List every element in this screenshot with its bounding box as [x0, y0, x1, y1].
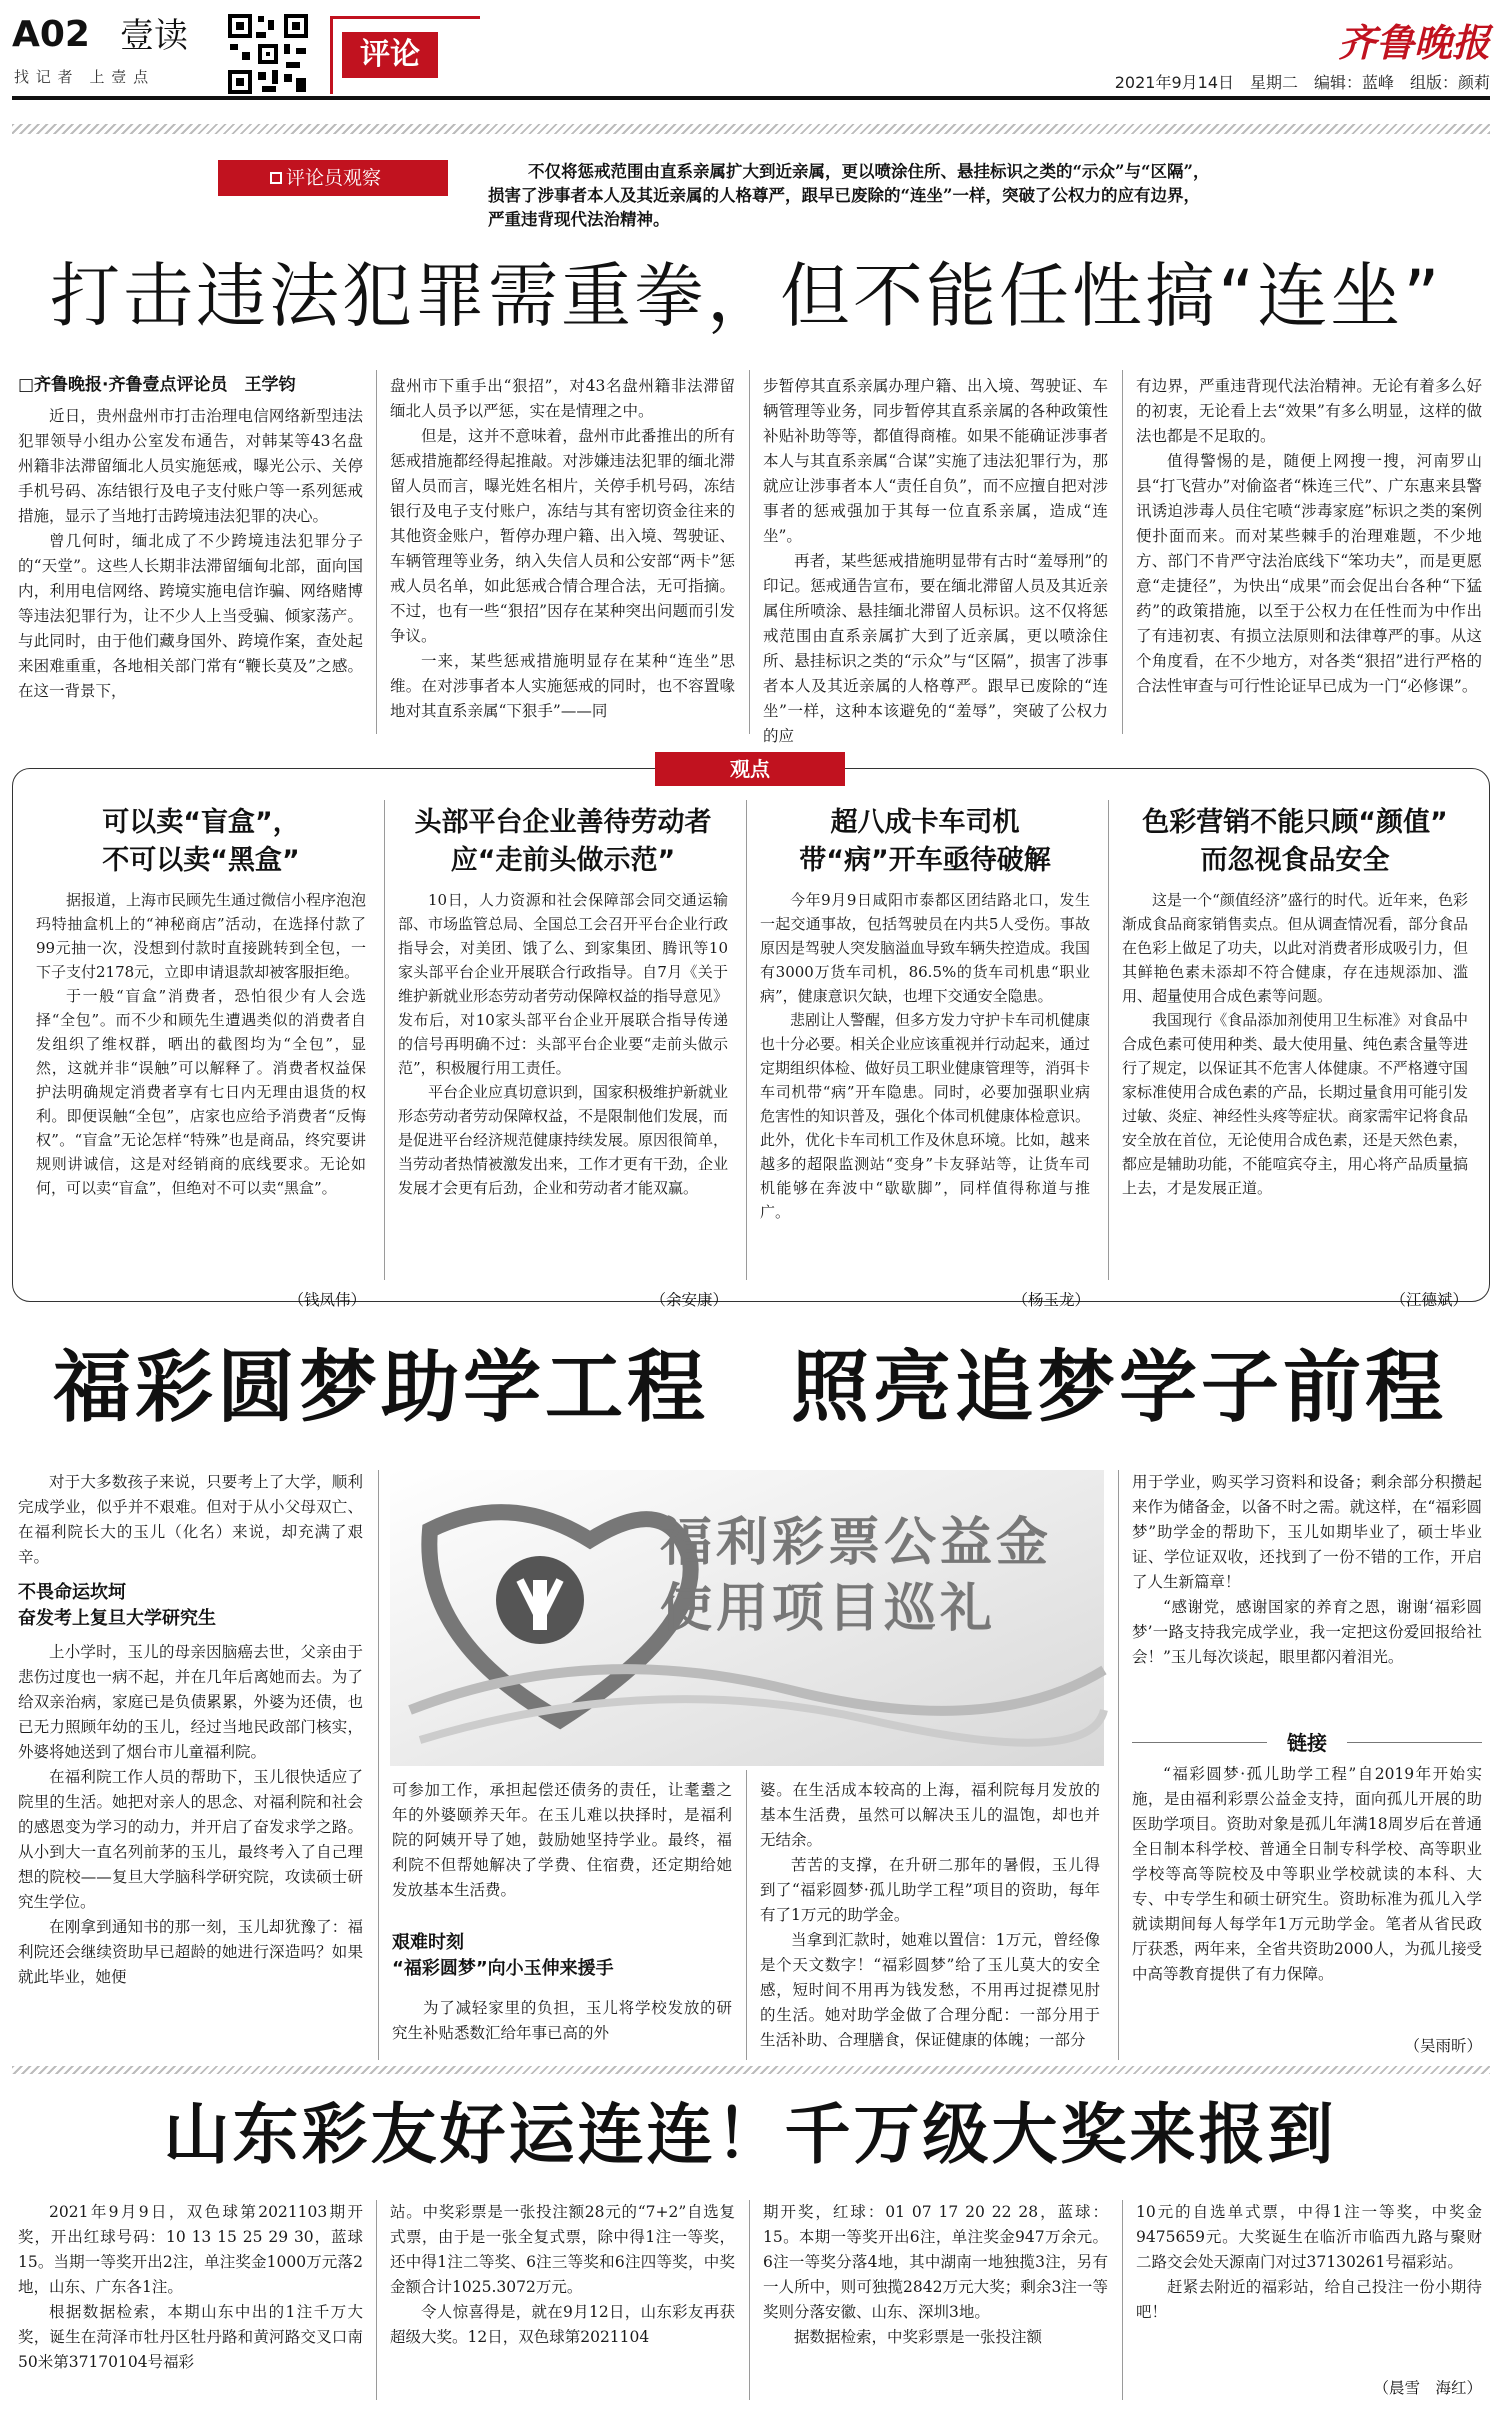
viewpoint-4 — [1122, 804, 1468, 1310]
win-col-2 — [390, 2200, 735, 2400]
paragraph: 再者，某些惩戒措施明显带有古时“羞辱刑”的印记。惩戒通告宣布，要在缅北滞留人员及其近亲属住所喷涂、悬挂缅北滞留人员标识。这不仅将惩戒范围由直系亲属扩大到了近亲属，更以喷涂住所、悬挂标识之类的“示众”与“区隔”，损害了涉事者本人及其近亲属的人格尊严。跟早已废除的“连坐”一样，这种本该避免的“羞辱”，突破了公权力的应 — [763, 552, 1108, 745]
paragraph: 曾几何时，缅北成了不少跨境违法犯罪分子的“天堂”。这些人长期非法滞留缅甸北部，面向国内，利用电信网络、跨境实施电信诈骗、网络赌博等违法犯罪行为，让不少人上当受骗、倾家荡产。与此同时，由于他们藏身国外、跨境作案，查处起来困难重重，各地相关部门常有“鞭长莫及”之感。在这一背景下， — [18, 532, 363, 700]
feature-signature: （吴雨昕） — [1404, 2037, 1482, 2055]
paragraph: 对于大多数孩子来说，只要考上了大学，顺利完成学业，似乎并不艰难。但对于从小父母双亡、在福利院长大的玉儿（化名）来说，却充满了艰辛。 — [18, 1473, 363, 1566]
header-rule — [12, 96, 1490, 100]
viewpoint-signature: （余安康） — [650, 1291, 728, 1309]
paragraph: 我国现行《食品添加剂使用卫生标准》对食品中合成色素可使用种类、最大使用量、纯色素含量等进行了规定，以保证其不危害人体健康。不严格遵守国家标准使用合成色素的产品，长期过量食用可能引发过敏、炎症、神经性头疼等症状。商家需牢记将食品安全放在首位，无论使用合成色素，还是天然色素，都应是辅助功能，不能喧宾夺主，用心将产品质量搞上去，才是发展正道。 — [1122, 1011, 1468, 1197]
column-rule — [746, 800, 747, 1280]
paragraph: 于一般“盲盒”消费者，恐怕很少有人会选择“全包”。而不少和顾先生遭遇类似的消费者自发组织了维权群，晒出的截图均为“全包”，显然，这就并非“误触”可以解释了。消费者权益保护法明确规定消费者享有七日内无理由退货的权利。即便误触“全包”，店家也应给予消费者“反悔权”。“盲盒”无论怎样“特殊”也是商品，终究要讲规则讲诚信，这是对经销商的底线要求。无论如何，可以卖“盲盒”，但绝对不可以卖“黑盒”。 — [36, 987, 366, 1197]
paragraph: 在刚拿到通知书的那一刻，玉儿却犹豫了：福利院还会继续资助早已超龄的她进行深造吗？如果就此毕业，她便 — [18, 1918, 363, 1986]
columnist-tag — [218, 160, 448, 196]
banner-caption-line: 使用项目巡礼 — [660, 1579, 997, 1639]
feature-headline: 福彩圆梦助学工程 照亮追梦学子前程 — [52, 1343, 1447, 1433]
column-rule — [749, 370, 750, 734]
viewpoint-title — [36, 804, 366, 880]
paragraph: 值得警惕的是，随便上网搜一搜，河南罗山县“打飞营办”对偷盗者“株连三代”、广东惠来县警讯诱迫涉毒人员住宅喷“涉毒家庭”标识之类的案例便扑面而来。而对某些棘手的治理难题，不少地方、部门不肯严守法治底线下“笨功夫”，而是更愿意“走捷径”，为快出“成果”而会促出台各种“下猛药”的政策措施，以至于公权力在任性而为中作出了有违初衷、有损立法原则和法律尊严的事。从这个角度看，在不少地方，对各类“狠招”进行严格的合法性审查与可行性论证早已成为一门“必修课”。 — [1136, 452, 1482, 695]
hatched-divider — [12, 2066, 1490, 2074]
subhead-line: “福彩圆梦”向小玉伸来援手 — [392, 1958, 614, 1979]
paragraph: “感谢党，感谢国家的养育之恩，谢谢‘福彩圆梦’一路支持我完成学业，我一定把这份爱回报给社会！”玉儿每次谈起，眼里都闪着泪光。 — [1132, 1598, 1482, 1666]
feature-col-2-body — [392, 1996, 732, 2056]
viewpoint-1 — [36, 804, 366, 1310]
column-rule — [376, 2200, 377, 2400]
win-signature: （晨雪 海红） — [1373, 2379, 1482, 2397]
section-name: 壹读 — [120, 16, 188, 56]
banner-caption-line: 福利彩票公益金 — [660, 1513, 1053, 1573]
column-rule — [1118, 1470, 1119, 2060]
subhead-line: 艰难时刻 — [392, 1932, 464, 1953]
paragraph: 苦苦的支撑，在升研二那年的暑假，玉儿得到了“福彩圆梦·孤儿助学工程”项目的资助，每年有了1万元的助学金。 — [760, 1856, 1100, 1924]
commentary-col-2 — [390, 374, 735, 734]
paragraph: 悲剧让人警醒，但多方发力守护卡车司机健康也十分必要。相关企业应该重视并行动起来，通过定期组织体检、做好员工职业健康管理等，消弭卡车司机带“病”开车隐患。同时，必要加强职业病危害性的知识普及，强化个体司机健康体检意识。此外，优化卡车司机工作及休息环境。比如，越来越多的超限监测站“变身”卡友驿站等，让货车司机能够在奔波中“歇歇脚”，同样值得称道与推广。 — [760, 1011, 1091, 1221]
viewpoint-3 — [760, 804, 1090, 1310]
column-rule — [1122, 2200, 1123, 2400]
paragraph: 10日，人力资源和社会保障部会同交通运输部、市场监管总局、全国总工会召开平台企业行政指导会，对美团、饿了么、到家集团、腾讯等10家头部平台企业开展联合行政指导。自7月《关于维护新就业形态劳动者劳动保障权益的指导意见》发布后，对10家头部平台企业开展联合指导传递的信号再明确不过：头部平台企业要“走前头做示范”，积极履行用工责任。 — [398, 891, 729, 1077]
commentary-byline: □齐鲁晚报·齐鲁壹点评论员 王学钧 — [18, 375, 296, 395]
lead-line: 不仅将惩戒范围由直系亲属扩大到近亲属，更以喷涂住所、悬挂标识之类的“示众”与“区隔”， — [528, 162, 1210, 181]
paragraph: 当拿到汇款时，她难以置信：1万元，曾经像是个天文数字！“福彩圆梦”给了玉儿莫大的安全感，短时间不用再为钱发愁，不用再过捉襟见肘的生活。她对助学金做了合理分配：一部分用于生活补助、合理膳食，保证健康的体魄；一部分 — [760, 1931, 1100, 2049]
viewpoint-2 — [398, 804, 728, 1310]
hatched-divider — [12, 124, 1490, 134]
viewpoint-title — [398, 804, 728, 880]
date-line: 2021年9月14日 星期二 编辑：蓝峰 组版：颜莉 — [1114, 73, 1490, 92]
viewpoints-banner: 观点 — [655, 752, 845, 786]
subhead-line: 奋发考上复旦大学研究生 — [18, 1608, 216, 1629]
column-rule — [749, 2200, 750, 2400]
paragraph: 期开奖，红球：01 07 17 20 22 28，蓝球：15。本期一等奖开出6注，单注奖金947万余元。6注一等奖分落4地，其中湖南一地独揽3注，另有一人所中，则可独揽2842万元大奖；剩余3注一等奖则分落安徽、山东、深圳3地。 — [763, 2203, 1108, 2321]
commentary-col-3 — [763, 374, 1108, 745]
title-line: 带“病”开车亟待破解 — [799, 845, 1051, 876]
paragraph: 步暂停其直系亲属办理户籍、出入境、驾驶证、车辆管理等业务，同步暂停其直系亲属的各种政策性补贴补助等等，都值得商榷。如果不能确证涉事者本人与其直系亲属“合谋”实施了违法犯罪行为，那就应让涉事者本人“责任自负”，而不应擅自把对涉事者的惩戒强加于其每一位直系亲属，造成“连坐”。 — [763, 377, 1108, 545]
paragraph: 在福利院工作人员的帮助下，玉儿很快适应了院里的生活。她把对亲人的思念、对福利院和社会的感恩变为学习的动力，并开启了奋发求学之路。从小到大一直名列前茅的玉儿，最终考入了自己理想的院校——复旦大学脑科学研究院，攻读硕士研究生学位。 — [18, 1768, 363, 1911]
title-line: 头部平台企业善待劳动者 — [414, 807, 712, 838]
viewpoint-signature: （杨玉龙） — [1012, 1291, 1090, 1309]
paragraph: 盘州市下重手出“狠招”，对43名盘州籍非法滞留缅北人员予以严惩，实在是情理之中。 — [390, 377, 735, 420]
lead-line: 损害了涉事者本人及其近亲属的人格尊严，跟早已废除的“连坐”一样，突破了公权力的应有边界， — [488, 186, 1200, 205]
paragraph: 为了减轻家里的负担，玉儿将学校发放的研究生补贴悉数汇给年事已高的外 — [392, 1999, 732, 2042]
banner-caption — [660, 1510, 1052, 1642]
commentary-lead — [488, 160, 1408, 232]
lead-line: 严重违背现代法治精神。 — [488, 210, 670, 229]
paragraph: 2021年9月9日，双色球第2021103期开奖，开出红球号码：10 13 15 25 29 30，蓝球15。当期一等奖开出2注，单注奖金1000万元落2地，山东、广东各1注。 — [18, 2203, 363, 2296]
paragraph: 10元的自选单式票，中得1注一等奖，中奖金9475659元。大奖诞生在临沂市临西九路与聚财二路交会处天源南门对过37130261号福彩站。 — [1136, 2203, 1482, 2271]
paragraph: 近日，贵州盘州市打击治理电信网络新型违法犯罪领导小组办公室发布通告，对韩某等43名盘州籍非法滞留缅北人员实施惩戒，曝光公示、关停手机号码、冻结银行及电子支付账户等一系列惩戒措施，显示了当地打击跨境违法犯罪的决心。 — [18, 407, 363, 525]
viewpoint-title — [760, 804, 1090, 880]
commentary-col-4 — [1136, 374, 1482, 734]
paragraph: 据数据检索，中奖彩票是一张投注额 — [794, 2328, 1043, 2346]
title-line: 应“走前头做示范” — [450, 845, 676, 876]
masthead-logo: 齐鲁晚报 — [1337, 20, 1490, 65]
paragraph: “福彩圆梦·孤儿助学工程”自2019年开始实施，是由福利彩票公益金支持，面向孤儿开展的助医助学项目。资助对象是孤儿年满18周岁后在普通全日制本科学校、普通全日制专科学校、高等职业学校等高等院校及中等职业学校就读的本科、大专、中专学生和硕士研究生。资助标准为孤儿入学就读期间每人每学年1万元助学金。笔者从省民政厅获悉，两年来，全省共资助2000人，为孤儿接受中高等教育提供了有力保障。 — [1132, 1765, 1482, 1983]
paragraph: 用于学业，购买学习资料和设备；剩余部分积攒起来作为储备金，以备不时之需。就这样，在“福彩圆梦”助学金的帮助下，玉儿如期毕业了，硕士毕业证、学位证双收，还找到了一份不错的工作，开启了人生新篇章！ — [1132, 1473, 1482, 1591]
qr-code-icon[interactable] — [226, 12, 310, 96]
feature-subhead-1 — [18, 1580, 363, 1632]
paragraph: 这是一个“颜值经济”盛行的时代。近年来，色彩渐成食品商家销售卖点。但从调查情况看，部分食品在色彩上做足了功夫，以此对消费者形成吸引力，但其鲜艳色素未添却不符合健康，存在违规添加、滥用、超量使用合成色素等问题。 — [1122, 891, 1468, 1005]
section-tag: 评论 — [342, 32, 438, 78]
paragraph: 平台企业应真切意识到，国家积极维护新就业形态劳动者劳动保障权益，不是限制他们发展，而是促进平台经济规范健康持续发展。原因很简单，当劳动者热情被激发出来，工作才更有干劲，企业发展才会更有后劲，企业和劳动者才能双赢。 — [398, 1083, 729, 1197]
feature-col-2 — [392, 1778, 732, 1928]
link-label: 链接 — [1267, 1728, 1347, 1758]
page-number: A02 — [12, 14, 90, 55]
paragraph: 赶紧去附近的福彩站，给自己投注一份小期待吧！ — [1136, 2278, 1482, 2321]
section-slogan: 找 记 者 上 壹 点 — [14, 68, 150, 86]
paragraph: 一来，某些惩戒措施明显存在某种“连坐”思维。在对涉事者本人实施惩戒的同时，也不容置喙地对其直系亲属“下狠手”——同 — [390, 652, 735, 720]
feature-col-1 — [18, 1640, 363, 2060]
paragraph: 但是，这并不意味着，盘州市此番推出的所有惩戒措施都经得起推敲。对涉嫌违法犯罪的缅北滞留人员而言，曝光姓名相片，关停手机号码，冻结银行及电子支付账户，冻结与其有密切资金往来的其他资金账户，暂停办理户籍、出入境、驾驶证、车辆管理等业务，纳入失信人员和公安部“两卡”惩戒人员名单，如此惩戒合情合理合法，无可指摘。不过，也有一些“狠招”因存在某种突出问题而引发争议。 — [390, 427, 735, 645]
commentary-col-1 — [18, 404, 363, 734]
link-text — [1132, 1762, 1482, 2032]
paragraph: 上小学时，玉儿的母亲因脑癌去世，父亲由于悲伤过度也一病不起，并在几年后离她而去。为了给双亲治病，家庭已是负债累累，外婆为还债，也已无力照顾年幼的玉儿，经过当地民政部门核实，外婆将她送到了烟台市儿童福利院。 — [18, 1643, 363, 1761]
paragraph: 站。中奖彩票是一张投注额28元的“7+2”自选复式票，由于是一张全复式票，除中得1注一等奖，还中得1注二等奖、6注三等奖和6注四等奖，中奖金额合计1025.3072万元。 — [390, 2203, 735, 2296]
paragraph: 根据数据检索，本期山东中出的1注千万大奖，诞生在菏泽市牡丹区牡丹路和黄河路交叉口南50米第37170104号福彩 — [18, 2303, 363, 2371]
viewpoint-text — [760, 888, 1090, 1288]
paragraph: 可参加工作，承担起偿还债务的责任，让耄耋之年的外婆颐养天年。在玉儿难以抉择时，是福利院的阿姨开导了她，鼓励她坚持学业。最终，福利院不但帮她解决了学费、住宿费，还定期给她发放基本生活费。 — [392, 1781, 732, 1899]
column-rule — [1122, 370, 1123, 734]
columnist-tag-icon — [270, 172, 282, 184]
column-rule — [746, 1770, 747, 2060]
paragraph: 有边界，严重违背现代法治精神。无论有着多么好的初衷，无论看上去“效果”有多么明显，这样的做法也都是不足取的。 — [1136, 377, 1482, 445]
viewpoint-signature: （钱凤伟） — [288, 1291, 366, 1309]
title-line: 可以卖“盲盒”， — [102, 807, 300, 838]
title-line: 超八成卡车司机 — [830, 807, 1020, 838]
win-col-4 — [1136, 2200, 1482, 2372]
column-rule — [376, 370, 377, 734]
viewpoint-title — [1122, 804, 1468, 880]
columnist-tag-label: 评论员观察 — [286, 167, 382, 189]
column-rule — [378, 1470, 379, 2060]
welfare-lottery-banner — [390, 1470, 1104, 1766]
commentary-headline: 打击违法犯罪需重拳，但不能任性搞“连坐” — [50, 255, 1443, 337]
column-rule — [1108, 800, 1109, 1280]
paragraph: 婆。在生活成本较高的上海，福利院每月发放的基本生活费，虽然可以解决玉儿的温饱，却也并无结余。 — [760, 1781, 1100, 1849]
title-line: 不可以卖“黑盒” — [102, 845, 300, 876]
feature-subhead-2 — [392, 1930, 732, 1982]
paragraph: 今年9月9日咸阳市泰都区团结路北口，发生一起交通事故，包括驾驶员在内共5人受伤。事故原因是驾驶人突发脑溢血导致车辆失控造成。我国有3000万货车司机，86.5%的货车司机患“职业病”，健康意识欠缺，也埋下交通安全隐患。 — [760, 891, 1091, 1005]
viewpoint-text — [398, 888, 728, 1288]
feature-col-4 — [1132, 1470, 1482, 1720]
viewpoint-text — [1122, 888, 1468, 1288]
title-line: 色彩营销不能只顾“颜值” — [1142, 807, 1448, 838]
subhead-line: 不畏命运坎坷 — [18, 1582, 126, 1603]
win-col-1 — [18, 2200, 363, 2400]
paragraph: 令人惊喜得是，就在9月12日，山东彩友再获超级大奖。12日，双色球第2021104 — [390, 2303, 735, 2346]
win-headline: 山东彩友好运连连！千万级大奖来报到 — [163, 2096, 1337, 2173]
title-line: 而忽视食品安全 — [1200, 845, 1390, 876]
feature-col-3 — [760, 1778, 1100, 2058]
viewpoint-signature: （江德斌） — [1390, 1291, 1468, 1309]
paragraph: 据报道，上海市民顾先生通过微信小程序泡泡玛特抽盒机上的“神秘商店”活动，在选择付款了99元抽一次，没想到付款时直接跳转到全包，一下子支付2178元，立即申请退款却被客服拒绝。 — [36, 891, 367, 981]
feature-intro — [18, 1470, 363, 1570]
viewpoint-text — [36, 888, 366, 1288]
win-col-3 — [763, 2200, 1108, 2400]
column-rule — [384, 800, 385, 1280]
link-box-header — [1132, 1728, 1482, 1758]
